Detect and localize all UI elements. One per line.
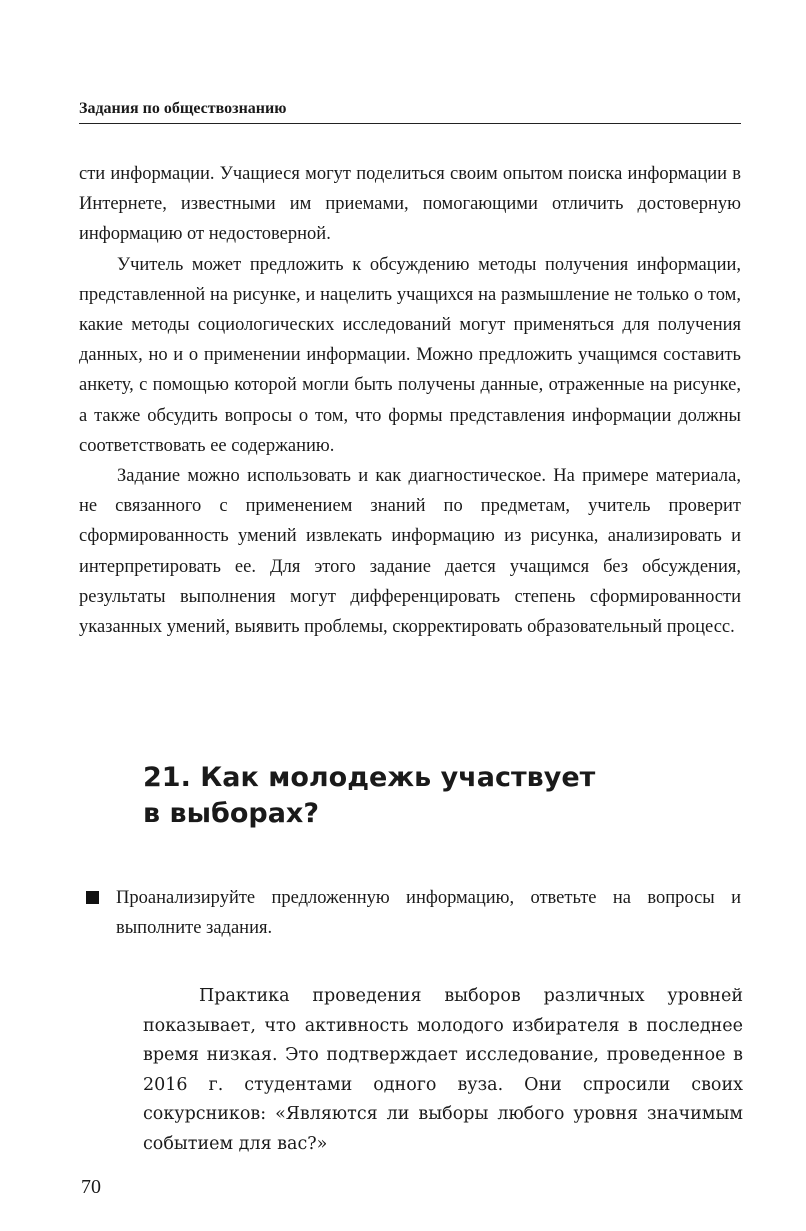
body-text [79,159,741,642]
source-text [143,982,743,1159]
task-text: Проанализируйте предложенную информацию, ответьте на вопросы и выполните задания. [116,888,741,938]
paragraph: Учитель может предложить к обсуждению методы получения информации, представленной на рисунке, и нацелить учащихся на размышление не только о том, какие методы социологических исследований могут применяться для получения данных, но и о применении информации. Можно предложить учащимся составить анкету, с помощью которой могли быть получены данные, отраженные на рисунке, а также обсудить вопросы о том, что формы представления информации должны соответствовать ее содержанию. [79,254,741,456]
task-instruction [86,883,741,943]
section-heading-line: 21. Как молодежь участвует [143,762,596,793]
source-paragraph: Практика проведения выборов различных уровней показывает, что активность молодого избирателя в последнее время низкая. Это подтверждает исследование, проведенное в 2016 г. студентами одного вуза. Они спросили своих сокурсников: «Являются ли выборы любого уровня значимым событием для вас?» [143,986,743,1154]
paragraph: Задание можно использовать и как диагностическое. На примере материала, не связанного с применением знаний по предметам, учитель проверит сформированность умений извлекать информацию из рисунка, анализировать и интерпретировать ее. Для этого задание дается учащимся без обсуждения, результаты выполнения могут дифференцировать степень сформированности указанных умений, выявить проблемы, скорректировать образовательный процесс. [79,466,741,638]
page-number: 70 [81,1176,101,1198]
square-bullet-icon [86,891,99,904]
section-heading-line: в выборах? [143,798,320,829]
section-heading [143,760,703,832]
running-head: Задания по обществознанию [79,100,741,124]
paragraph: сти информации. Учащиеся могут поделиться своим опытом поиска информации в Интернете, известными им приемами, помогающими отличить достоверную информацию от недостоверной. [79,164,741,245]
